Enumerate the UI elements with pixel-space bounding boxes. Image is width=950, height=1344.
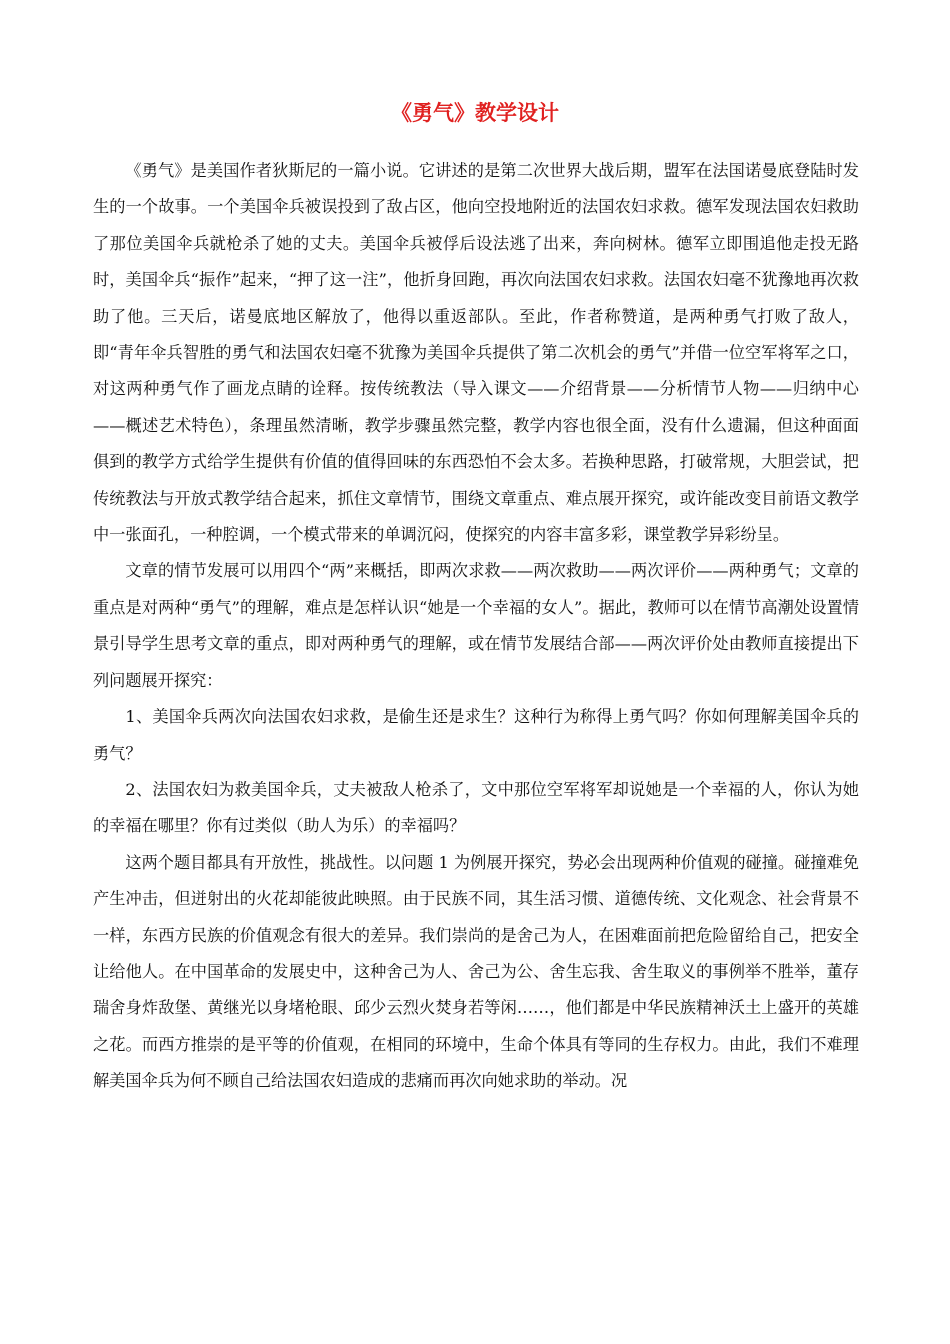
paragraph-plot-summary: 文章的情节发展可以用四个“两”来概括，即两次求救——两次救助——两次评价——两种勇气；文章的重点是对两种“勇气”的理解，难点是怎样认识“她是一个幸福的女人”。据此，教师可以在情节高潮处设置情景引导学生思考文章的重点，即对两种勇气的理解，或在情节发展结合部——两次评价处由教师直接提出下列问题展开探究：: [93, 561, 859, 690]
document-body: [93, 153, 859, 1100]
page-title: 《勇气》教学设计: [391, 101, 559, 125]
paragraph-question-1: 1、美国伞兵两次向法国农妇求救，是偷生还是求生？这种行为称得上勇气吗？你如何理解美国伞兵的勇气？: [93, 707, 859, 763]
paragraph-discussion: 这两个题目都具有开放性，挑战性。以问题 1 为例展开探究，势必会出现两种价值观的碰撞。碰撞难免产生冲击，但迸射出的火花却能彼此映照。由于民族不同，其生活习惯、道德传统、文化观念、社会背景不一样，东西方民族的价值观念有很大的差异。我们崇尚的是舍己为人，在困难面前把危险留给自己，把安全让给他人。在中国革命的发展史中，这种舍己为人、舍己为公、舍生忘我、舍生取义的事例举不胜举，董存瑞舍身炸敌堡、黄继光以身堵枪眼、邱少云烈火焚身若等闲……，他们都是中华民族精神沃土上盛开的英雄之花。而西方推崇的是平等的价值观，在相同的环境中，生命个体具有等同的生存权力。由此，我们不难理解美国伞兵为何不顾自己给法国农妇造成的悲痛而再次向她求助的举动。况: [93, 852, 859, 1091]
paragraph-intro: 《勇气》是美国作者狄斯尼的一篇小说。它讲述的是第二次世界大战后期，盟军在法国诺曼底登陆时发生的一个故事。一个美国伞兵被误投到了敌占区，他向空投地附近的法国农妇求救。德军发现法国农妇救助了那位美国伞兵就枪杀了她的丈夫。美国伞兵被俘后设法逃了出来，奔向树林。德军立即围追他走投无路时，美国伞兵“振作”起来，“押了这一注”，他折身回跑，再次向法国农妇求救。法国农妇毫不犹豫地再次救助了他。三天后，诺曼底地区解放了，他得以重返部队。至此，作者称赞道，是两种勇气打败了敌人，即“青年伞兵智胜的勇气和法国农妇毫不犹豫为美国伞兵提供了第二次机会的勇气”并借一位空军将军之口，对这两种勇气作了画龙点睛的诠释。按传统教法（导入课文——介绍背景——分析情节人物——归纳中心——概述艺术特色），条理虽然清晰，教学步骤虽然完整，教学内容也很全面，没有什么遗漏，但这种面面俱到的教学方式给学生提供有价值的值得回味的东西恐怕不会太多。若换种思路，打破常规，大胆尝试，把传统教法与开放式教学结合起来，抓住文章情节，围绕文章重点、难点展开探究，或许能改变目前语文教学中一张面孔，一种腔调，一个模式带来的单调沉闷，使探究的内容丰富多彩，课堂教学异彩纷呈。: [93, 161, 859, 545]
paragraph-question-2: 2、法国农妇为救美国伞兵，丈夫被敌人枪杀了，文中那位空军将军却说她是一个幸福的人，你认为她的幸福在哪里？你有过类似（助人为乐）的幸福吗？: [93, 779, 859, 836]
